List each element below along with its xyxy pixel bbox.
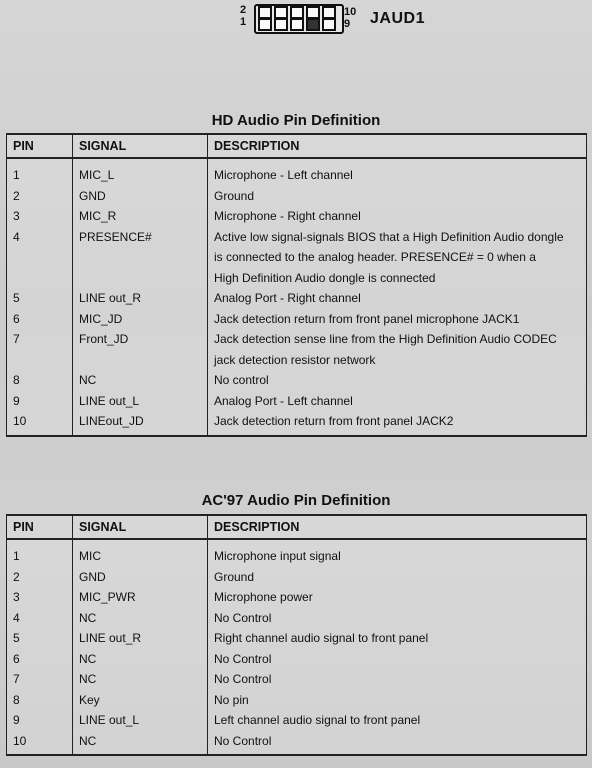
header-description: DESCRIPTION: [208, 134, 587, 158]
table-row: [7, 539, 587, 567]
table-row: [7, 690, 587, 711]
ac97-audio-pin-table: [6, 514, 587, 756]
signal-description: [208, 608, 587, 629]
table-row: [7, 710, 587, 731]
signal-name: NC: [73, 669, 208, 690]
signal-description: [208, 227, 587, 289]
signal-name: LINE out_L: [73, 391, 208, 412]
connector-pin-block: [254, 4, 344, 34]
signal-name: GND: [73, 567, 208, 588]
signal-description: [208, 391, 587, 412]
pin-number: 9: [7, 391, 73, 412]
pin-number: 3: [7, 587, 73, 608]
signal-name: GND: [73, 186, 208, 207]
jaud1-connector-diagram: [240, 2, 490, 32]
signal-description: [208, 329, 587, 370]
table-row: [7, 411, 587, 436]
signal-name: MIC_JD: [73, 309, 208, 330]
header-pin: PIN: [7, 134, 73, 158]
signal-name: Key: [73, 690, 208, 711]
connector-pin: [290, 18, 304, 31]
pin-number: 3: [7, 206, 73, 227]
description-line: High Definition Audio dongle is connected: [214, 270, 436, 285]
table-row: [7, 288, 587, 309]
description-line: Left channel audio signal to front panel: [214, 713, 421, 727]
signal-description: [208, 587, 587, 608]
table-row: [7, 731, 587, 756]
table-row: [7, 186, 587, 207]
description-line: Microphone power: [214, 590, 313, 604]
pin-number: 10: [7, 731, 73, 756]
signal-name: NC: [73, 608, 208, 629]
signal-description: [208, 186, 587, 207]
hd-audio-title: HD Audio Pin Definition: [211, 112, 381, 129]
signal-name: LINE out_R: [73, 628, 208, 649]
signal-description: [208, 370, 587, 391]
signal-description: [208, 158, 587, 186]
description-line: Jack detection return from front panel microphone JACK1: [214, 311, 520, 326]
table-row: [7, 649, 587, 670]
description-line: No Control: [214, 672, 272, 686]
hd-audio-pin-table: [6, 133, 587, 437]
signal-description: [208, 731, 587, 756]
signal-name: LINEout_JD: [73, 411, 208, 436]
description-line: Analog Port - Left channel: [214, 393, 353, 408]
table-row: [7, 608, 587, 629]
table-row: [7, 567, 587, 588]
table-header-row: [7, 134, 587, 158]
table-header-row: [7, 515, 587, 539]
signal-name: MIC_R: [73, 206, 208, 227]
pin-label-9: 9: [344, 18, 351, 30]
pin-number: 6: [7, 649, 73, 670]
pin-label-1: 1: [240, 16, 247, 28]
table-row: [7, 158, 587, 186]
connector-pin-key: [306, 18, 320, 31]
connector-right-pin-labels: [344, 6, 356, 30]
description-line: Microphone input signal: [214, 549, 341, 563]
pin-number: 4: [7, 227, 73, 289]
pin-number: 10: [7, 411, 73, 436]
signal-name: MIC_L: [73, 158, 208, 186]
table-row: [7, 391, 587, 412]
header-description: DESCRIPTION: [208, 515, 587, 539]
table-row: [7, 309, 587, 330]
description-line: No Control: [214, 610, 272, 625]
signal-name: LINE out_L: [73, 710, 208, 731]
header-signal: SIGNAL: [73, 134, 208, 158]
description-line: No pin: [214, 692, 249, 707]
pin-number: 2: [7, 186, 73, 207]
description-line: is connected to the analog header. PRESENCE# = 0 when a: [214, 250, 536, 264]
connector-pin: [322, 18, 336, 31]
signal-description: [208, 628, 587, 649]
connector-left-pin-labels: [240, 4, 246, 28]
pin-number: 7: [7, 329, 73, 370]
table-row: [7, 206, 587, 227]
description-line: Ground: [214, 569, 255, 584]
pin-number: 5: [7, 628, 73, 649]
description-line: jack detection resistor network: [214, 352, 376, 367]
signal-description: [208, 710, 587, 731]
signal-name: MIC_PWR: [73, 587, 208, 608]
description-line: Microphone - Left channel: [214, 168, 353, 182]
header-pin: PIN: [7, 515, 73, 539]
table-row: [7, 587, 587, 608]
signal-name: PRESENCE#: [73, 227, 208, 289]
connector-pin: [258, 18, 272, 31]
table-row: [7, 227, 587, 289]
signal-name: MIC: [73, 539, 208, 567]
signal-name: NC: [73, 731, 208, 756]
signal-description: [208, 288, 587, 309]
pin-number: 1: [7, 158, 73, 186]
signal-description: [208, 206, 587, 227]
signal-name: Front_JD: [73, 329, 208, 370]
description-line: No Control: [214, 651, 272, 666]
signal-description: [208, 669, 587, 690]
table-row: [7, 370, 587, 391]
connector-name: JAUD1: [370, 10, 425, 27]
pin-number: 8: [7, 690, 73, 711]
signal-description: [208, 411, 587, 436]
signal-description: [208, 649, 587, 670]
description-line: Active low signal-signals BIOS that a High Definition Audio dongle: [214, 229, 564, 244]
pin-label-10: 10: [344, 6, 357, 18]
signal-description: [208, 539, 587, 567]
connector-pin: [274, 18, 288, 31]
table-row: [7, 329, 587, 370]
table-row: [7, 628, 587, 649]
pin-number: 5: [7, 288, 73, 309]
pin-number: 8: [7, 370, 73, 391]
table-row: [7, 669, 587, 690]
description-line: Jack detection sense line from the High Definition Audio CODEC: [214, 332, 557, 346]
description-line: Jack detection return from front panel JACK2: [214, 414, 454, 428]
pin-number: 1: [7, 539, 73, 567]
description-line: Microphone - Right channel: [214, 209, 361, 223]
pin-number: 2: [7, 567, 73, 588]
signal-description: [208, 690, 587, 711]
description-line: No Control: [214, 733, 272, 748]
signal-name: LINE out_R: [73, 288, 208, 309]
pin-number: 9: [7, 710, 73, 731]
signal-name: NC: [73, 649, 208, 670]
pin-number: 4: [7, 608, 73, 629]
header-signal: SIGNAL: [73, 515, 208, 539]
description-line: Ground: [214, 188, 255, 203]
pin-number: 7: [7, 669, 73, 690]
description-line: No control: [214, 373, 269, 387]
pin-number: 6: [7, 309, 73, 330]
signal-name: NC: [73, 370, 208, 391]
signal-description: [208, 309, 587, 330]
description-line: Right channel audio signal to front panel: [214, 631, 429, 645]
signal-description: [208, 567, 587, 588]
description-line: Analog Port - Right channel: [214, 291, 361, 305]
pin-label-2: 2: [240, 4, 247, 16]
ac97-audio-title: AC'97 Audio Pin Definition: [201, 492, 391, 509]
